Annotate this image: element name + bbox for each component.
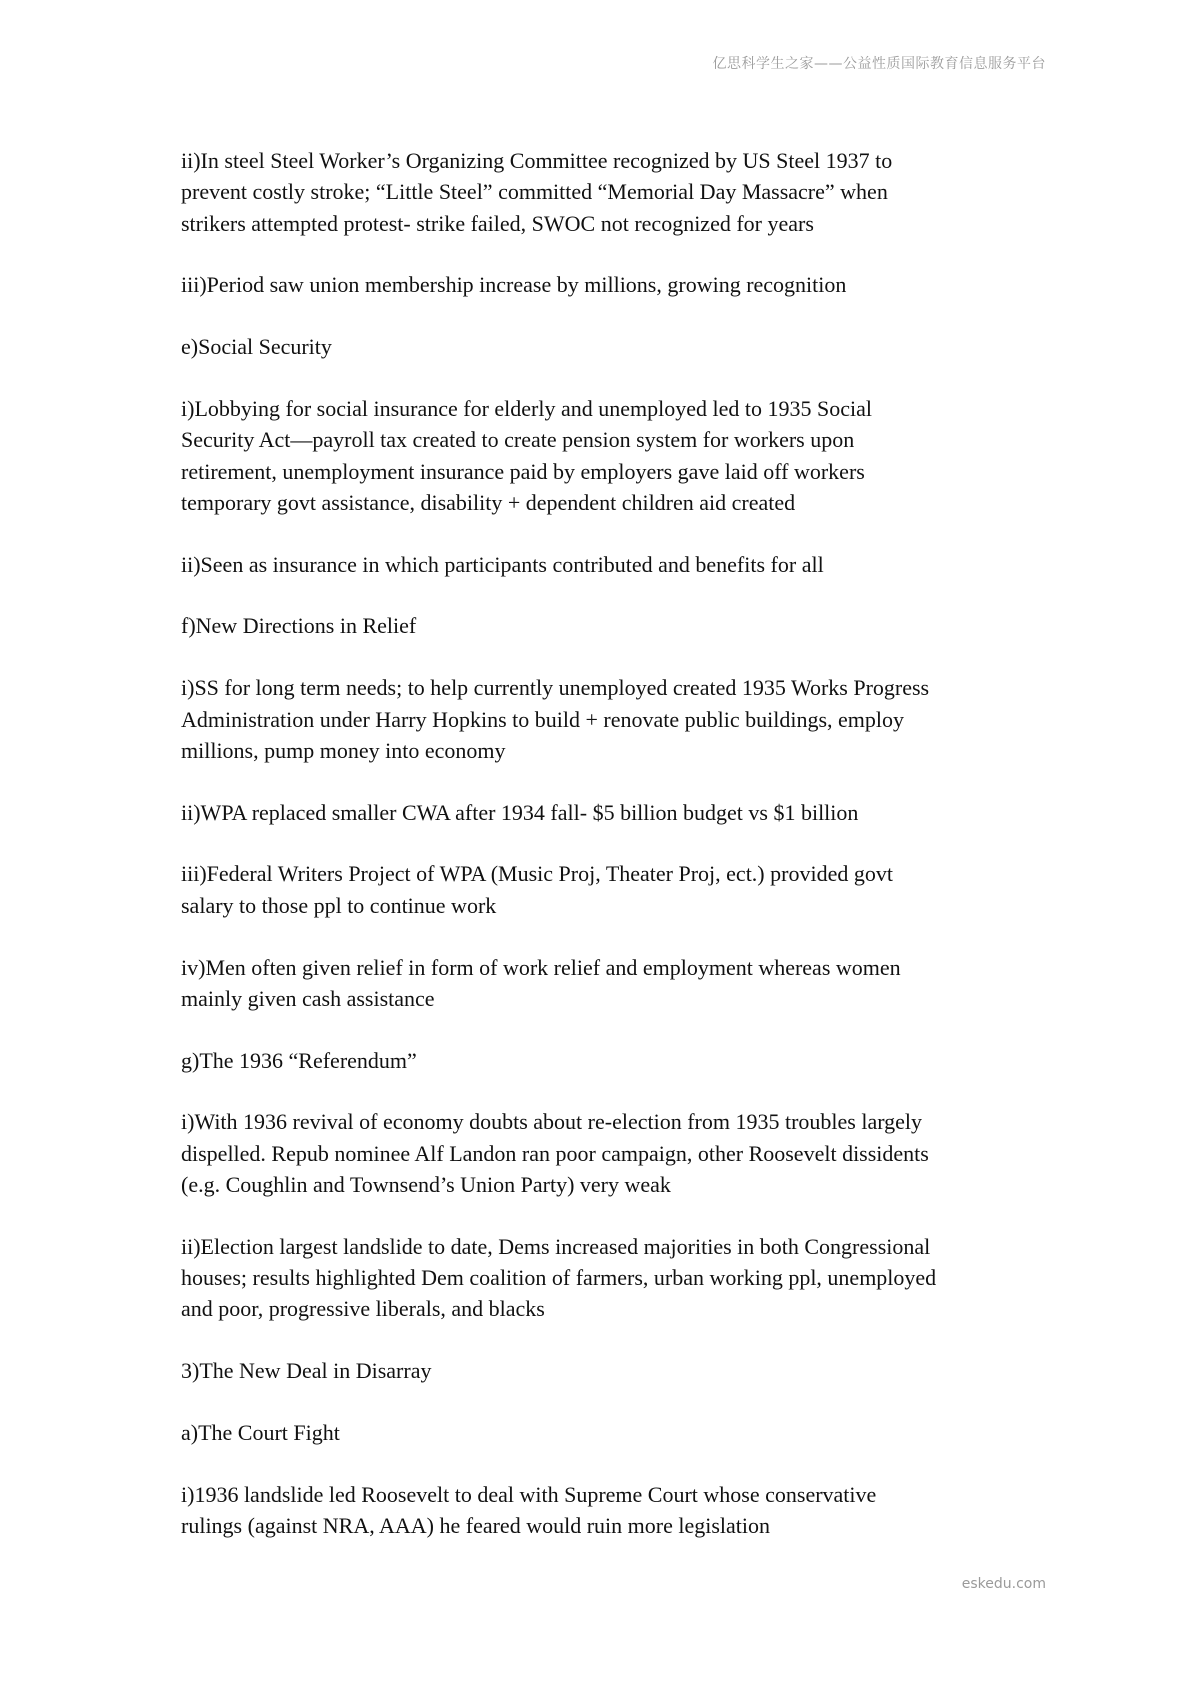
paragraph: ii)Election largest landslide to date, Dems increased majorities in both Congressional houses; results highlighted Dem coalition of farmers, urban working ppl, unemployed and poor, progressive liberals, and blacks [181, 1233, 937, 1322]
page-footer: eskedu.com [961, 1576, 1046, 1592]
section-heading: f)New Directions in Relief [181, 613, 417, 639]
document-body [181, 145, 1011, 1572]
paragraph: iii)Federal Writers Project of WPA (Music Proj, Theater Proj, ect.) provided govt salary to those ppl to continue work [181, 861, 893, 918]
paragraph: i)Lobbying for social insurance for elderly and unemployed led to 1935 Social Security Act—payroll tax created to create pension system for workers upon retirement, unemployment insurance paid by employers gave laid off workers temporary govt assistance, disability + dependent children aid created [181, 395, 872, 515]
paragraph: i)1936 landslide led Roosevelt to deal with Supreme Court whose conservative rulings (against NRA, AAA) he feared would ruin more legislation [181, 1481, 877, 1539]
section-heading: e)Social Security [181, 334, 332, 360]
paragraph: ii)Seen as insurance in which participants contributed and benefits for all [181, 551, 824, 577]
section-heading: a)The Court Fight [181, 1420, 340, 1446]
paragraph: i)With 1936 revival of economy doubts about re-election from 1935 troubles largely dispelled. Repub nominee Alf Landon ran poor campaign, other Roosevelt dissidents (e.g. Coughlin and Townsend’s Union Party) very weak [181, 1109, 929, 1198]
section-heading: g)The 1936 “Referendum” [181, 1047, 417, 1073]
page-header: 亿思科学生之家——公益性质国际教育信息服务平台 [712, 56, 1046, 72]
chapter-heading: 3)The New Deal in Disarray [181, 1358, 432, 1384]
paragraph: ii)WPA replaced smaller CWA after 1934 fall- $5 billion budget vs $1 billion [181, 799, 859, 825]
paragraph: iii)Period saw union membership increase by millions, growing recognition [181, 272, 847, 298]
paragraph: i)SS for long term needs; to help currently unemployed created 1935 Works Progress Administration under Harry Hopkins to build + renovate public buildings, employ millions, pump money into economy [181, 675, 930, 763]
paragraph: ii)In steel Steel Worker’s Organizing Committee recognized by US Steel 1937 to prevent costly stroke; “Little Steel” committed “Memorial Day Massacre” when strikers attempted protest- strike failed, SWOC not recognized for years [181, 148, 893, 236]
paragraph: iv)Men often given relief in form of work relief and employment whereas women mainly given cash assistance [181, 954, 901, 1011]
